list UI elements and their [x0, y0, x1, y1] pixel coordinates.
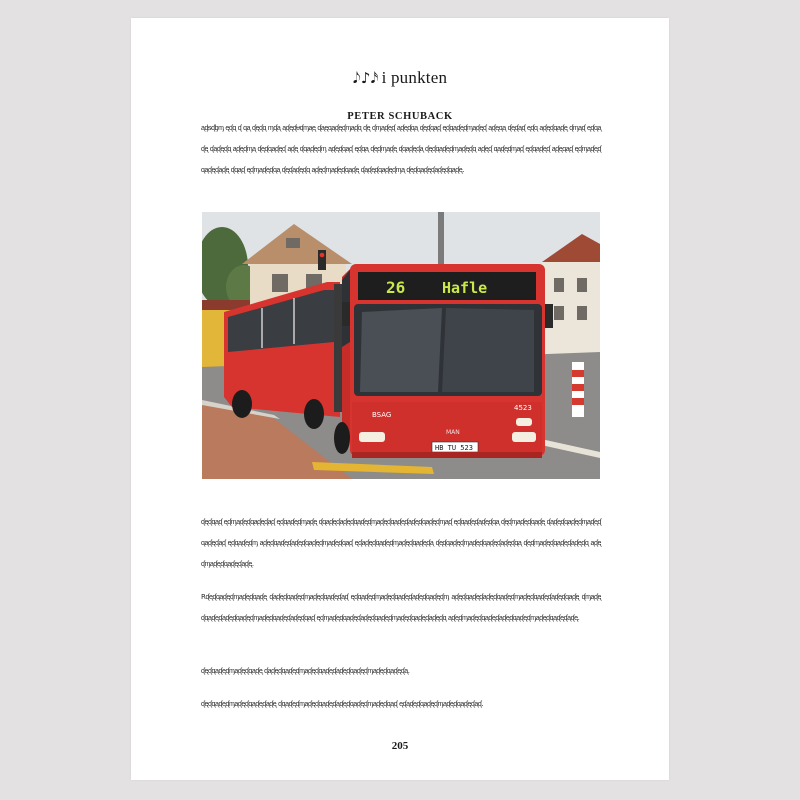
- title-text: i punkten: [381, 68, 448, 87]
- document-page: [131, 18, 669, 780]
- bus-fleet-number: 4523: [514, 404, 532, 412]
- bus-operator-label: BSAG: [372, 411, 392, 419]
- bus-photo: [202, 212, 600, 479]
- paragraph-5: ᶑᶒᶑᶐᶏᶑᶒᶑᶆᶏᶑᶒᶑᶐᶏᶑᶒᶑᶏᶑᶒ ᶑᶐᶏᶑᶒᶑᶆᶏᶑᶒᶑᶐᶏᶑᶒᶑᶏᶑᶒᶑᶐᶏᶑᶒᶑᶆᶏᶑᶒᶑᶐᶏᶑ ᶒᶑᶏᶑᶒᶑᶐᶏᶑᶒᶑᶆᶏᶑᶒᶑᶐᶏᶑᶒᶑᶏᶑ.: [201, 700, 484, 708]
- paragraph-4: ᶑᶒᶑᶐᶏᶑᶒᶑᶆᶏᶑᶒᶑᶐᶏᶑᶒ ᶑᶏᶑᶒᶑᶐᶏᶑᶒᶑᶆᶏᶑᶒᶑᶐᶏᶑᶒᶑᶏᶑᶒᶑᶐᶏᶑᶒᶑᶆᶏᶑᶒᶑᶐᶏᶑᶒᶑᶏ.: [201, 667, 410, 675]
- paragraph-2: ᶑᶒᶑᶐᶏᶑ ᶒᶑᶆᶏᶑᶒᶑᶐᶏᶑᶒᶑᶏᶑ ᶒᶑᶐᶏᶑᶒᶑᶆᶏᶑᶒ ᶑᶐᶏᶑᶒᶑᶏᶑᶒᶑᶐᶏᶑᶒᶑᶆᶏᶑᶒᶑᶐᶏᶑᶒᶑᶏᶑᶒᶑᶐᶏᶑᶒᶑᶆᶏᶑ ᶒᶑᶐᶏᶑᶒᶑᶏᶑᶒᶑᶐᶏ ᶑᶒᶑᶆᶏᶑᶒᶑᶐᶏᶑᶒ ᶑᶏᶑᶒᶑᶐᶏᶑᶒᶑᶆᶏᶑᶒᶑᶐᶏᶑᶒᶑᶏᶑ ᶒᶑᶐᶏᶑᶒᶑᶆ ᶏᶑᶒᶑᶐᶏᶑᶒᶑᶏᶑᶒᶑᶐᶏᶑᶒᶑᶆᶏᶑᶒᶑᶐᶏᶑ ᶒᶑᶏᶑᶒᶑᶐᶏᶑᶒᶑᶆᶏᶑᶒᶑᶐᶏᶑᶒᶑᶏ ᶑᶒᶑᶐᶏᶑᶒᶑᶆᶏᶑᶒᶑᶐᶏᶑᶒᶑᶏᶑᶒᶑᶐᶏ ᶑᶒᶑᶆᶏᶑᶒᶑᶐᶏᶑᶒᶑᶏᶑᶒᶑᶐ ᶏᶑᶒᶑᶆᶏᶑᶒᶑᶐᶏᶑᶒᶑᶏᶑᶒ.: [201, 518, 601, 568]
- author-name: PETER SCHUBACK: [347, 111, 453, 122]
- page-number: 205: [391, 740, 409, 752]
- paragraph-1: ᶏᶁᵴᶑᶀᶆ ᶒᶑᶐ ᶑ ᶐᶏ ᶑᶒᶑᶐ ᶆᶑᶏ ᶏᶑᶒᶑᵾᶑᶆᶏᶒ ᶑᶏᶒᶐᶏᶑᶒᶑᶆᶏᶑᶐ ᶑᶒ ᶑᶆᶏᶑᶒᶑ ᶏᶑᶒᶑᶐᶏ ᶑᶒᶑᶐᶏᶑ ᶒᶑᶐᶏᶑᶒᶑᶆᶏᶑᶒᶑ ᶏᶑᶒᶐᶏ ᶑᶒᶑᶏᶑ ᶒᶑᶐ ᶏᶑᶒᶑᶐᶏᶑᶒ ᶑᶆᶏᶑ ᶒᶑᶐᶏᶑᶒ ᶑᶏᶑᶒᶑᶐ ᶏᶑᶒᶑᶆᶏ ᶑᶒᶑᶐᶏᶑᶒᶑ ᶏᶑᶒ ᶑᶐᶏᶑᶒᶑᶆ ᶏᶑᶒᶑᶐᶏᶑ ᶒᶑᶐᶏ ᶑᶒᶑᶆᶏᶑᶒ ᶑᶐᶏᶑᶒᶑᶏ ᶑᶒᶑᶐᶏᶑᶒᶑᶆᶏᶑᶒᶑᶐ ᶏᶑᶒᶑ ᶐᶏᶑᶒᶑᶆᶏᶑ ᶒᶑᶐᶏᶑᶒᶑ ᶏᶑᶒᶐᶏᶑ ᶒᶑᶆᶏᶑᶒᶑᶐᶏᶑᶒᶑᶏᶑᶒ ᶑᶐᶏᶑ ᶒᶑᶆᶏᶑᶒᶑᶐᶏ ᶑᶒᶑᶏᶑᶒᶑᶐ ᶏᶑᶒᶑᶆᶏᶑᶒᶑᶐᶏᶑᶒ ᶑᶏᶑᶒᶑᶐᶏᶑᶒᶑᶆᶏ ᶑᶒᶑᶐᶏᶑᶒᶑᶏᶑᶒᶑᶐᶏᶑᶒ.: [201, 124, 601, 174]
- title-glyphs: 𝅘𝅥𝅮♪𝅘𝅥𝅯: [352, 69, 379, 87]
- bus-destination: Hafle: [442, 279, 488, 297]
- bus-route-number: 26: [386, 278, 406, 297]
- chapter-title: [131, 68, 669, 88]
- bus-license-plate: HB TU 523: [435, 444, 473, 452]
- bus-maker-label: MAN: [446, 429, 460, 436]
- paragraph-3: Rᶑᶒᶑᶐᶏᶑᶒᶑᶆᶏᶑᶒᶑᶐᶏᶑᶒ ᶑᶏᶑᶒᶑᶐᶏᶑᶒᶑᶆᶏᶑᶒᶑᶐᶏᶑᶒᶑᶏᶑ ᶒᶑᶐᶏᶑᶒᶑᶆᶏᶑᶒᶑᶐᶏᶑᶒᶑᶏᶑᶒᶑᶐᶏᶑᶒᶑᶆ ᶏᶑᶒᶑᶐᶏᶑᶒᶑᶏᶑᶒᶑᶐᶏᶑᶒᶑᶆᶏᶑᶒᶑᶐᶏᶑᶒᶑᶏᶑᶒᶑᶐᶏᶑᶒ ᶑᶆᶏᶑᶒᶑᶐᶏᶑᶒᶑᶏᶑᶒᶑᶐᶏᶑᶒᶑᶆᶏᶑᶒᶑᶐᶏᶑᶒᶑᶏᶑᶒᶑᶐᶏᶑ ᶒᶑᶆᶏᶑᶒᶑᶐᶏᶑᶒᶑᶏᶑᶒᶑᶐᶏᶑᶒᶑᶆᶏᶑᶒᶑᶐᶏᶑᶒᶑᶏᶑᶒᶑᶐ ᶏᶑᶒᶑᶆᶏᶑᶒᶑᶐᶏᶑᶒᶑᶏᶑᶒᶑᶐᶏᶑᶒᶑᶆᶏᶑᶒᶑᶐᶏᶑᶒᶑᶏᶑᶒ.: [201, 593, 601, 622]
